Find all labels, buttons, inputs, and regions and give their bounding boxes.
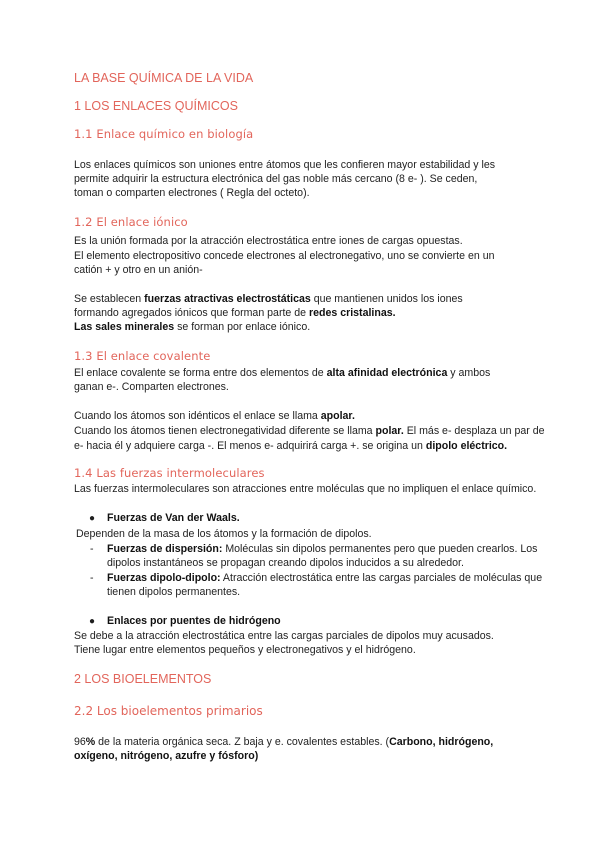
hb-line-1: Se debe a la atracción electrostática entre las cargas parciales de dipolos muy acusados. bbox=[74, 630, 494, 642]
s11-line-1: Los enlaces químicos son uniones entre átomos que les confieren mayor estabilidad y les bbox=[74, 159, 496, 171]
section-1-2-title: 1.2 El enlace iónico bbox=[74, 215, 188, 229]
vdw-item-2-line-1: Fuerzas dipolo-dipolo: Atracción electrostática entre las cargas parciales de moléculas que bbox=[107, 572, 543, 584]
vdw-item-1-line-2: dipolos instantáneos se propagan creando dipolos inducidos a su alrededor. bbox=[107, 557, 464, 569]
s12-line-1: Es la unión formada por la atracción electrostática entre iones de cargas opuestas. bbox=[74, 235, 463, 247]
s22-line-1: 96% de la materia orgánica seca. Z baja y e. covalentes estables. (Carbono, hidrógeno, bbox=[74, 736, 494, 748]
s12-p2-line-3: Las sales minerales se forman por enlace iónico. bbox=[74, 321, 311, 333]
vdw-dash-2: - bbox=[90, 572, 94, 584]
s13-p1-line-2: ganan e-. Comparten electrones. bbox=[74, 381, 229, 393]
s22-line-2: oxígeno, nitrógeno, azufre y fósforo) bbox=[74, 750, 259, 762]
hb-line-2: Tiene lugar entre elementos pequeños y electronegativos y el hidrógeno. bbox=[74, 644, 416, 656]
document-title: LA BASE QUÍMICA DE LA VIDA bbox=[74, 71, 254, 85]
s13-p2-line-3: e- hacia él y adquiere carga -. El menos e- adquirirá carga +. se origina un dipolo eléctrico. bbox=[74, 440, 508, 452]
vdw-bullet: ● bbox=[89, 513, 96, 524]
vdw-desc: Dependen de la masa de los átomos y la formación de dipolos. bbox=[76, 528, 372, 540]
section-1-4-title: 1.4 Las fuerzas intermoleculares bbox=[74, 466, 265, 480]
s12-p2-line-2: formando agregados iónicos que forman parte de redes cristalinas. bbox=[74, 307, 396, 319]
vdw-item-1-line-1: Fuerzas de dispersión: Moléculas sin dipolos permanentes pero que pueden crearlos. Los bbox=[107, 543, 538, 555]
s14-intro: Las fuerzas intermoleculares son atracciones entre moléculas que no impliquen el enlace químico. bbox=[74, 483, 537, 495]
s12-line-3: catión + y otro en un anión- bbox=[74, 264, 203, 276]
section-2-title: 2 LOS BIOELEMENTOS bbox=[74, 672, 212, 686]
section-1-3-title: 1.3 El enlace covalente bbox=[74, 349, 211, 363]
s12-p2-line-1: Se establecen fuerzas atractivas electrostáticas que mantienen unidos los iones bbox=[74, 293, 463, 305]
s13-p1-line-1: El enlace covalente se forma entre dos elementos de alta afinidad electrónica y ambos bbox=[74, 367, 491, 379]
hb-title: Enlaces por puentes de hidrógeno bbox=[107, 615, 281, 627]
s11-line-2: permite adquirir la estructura electrónica del gas noble más cercano (8 e- ). Se ceden, bbox=[74, 173, 478, 185]
hb-bullet: ● bbox=[89, 616, 96, 627]
s13-p2-line-2: Cuando los átomos tienen electronegatividad diferente se llama polar. El más e- desplaza un par de bbox=[74, 425, 545, 437]
s11-line-3: toman o comparten electrones ( Regla del octeto). bbox=[74, 187, 310, 199]
vdw-title: Fuerzas de Van der Waals. bbox=[107, 512, 240, 524]
vdw-item-2-line-2: tienen dipolos permanentes. bbox=[107, 586, 241, 598]
s13-p2-line-1: Cuando los átomos son idénticos el enlace se llama apolar. bbox=[74, 410, 355, 422]
section-2-2-title: 2.2 Los bioelementos primarios bbox=[74, 704, 263, 718]
s12-line-2: El elemento electropositivo concede electrones al electronegativo, uno se convierte en un bbox=[74, 250, 495, 262]
vdw-dash-1: - bbox=[90, 543, 94, 555]
section-1-1-title: 1.1 Enlace químico en biología bbox=[74, 127, 254, 141]
section-1-title: 1 LOS ENLACES QUÍMICOS bbox=[74, 99, 238, 113]
